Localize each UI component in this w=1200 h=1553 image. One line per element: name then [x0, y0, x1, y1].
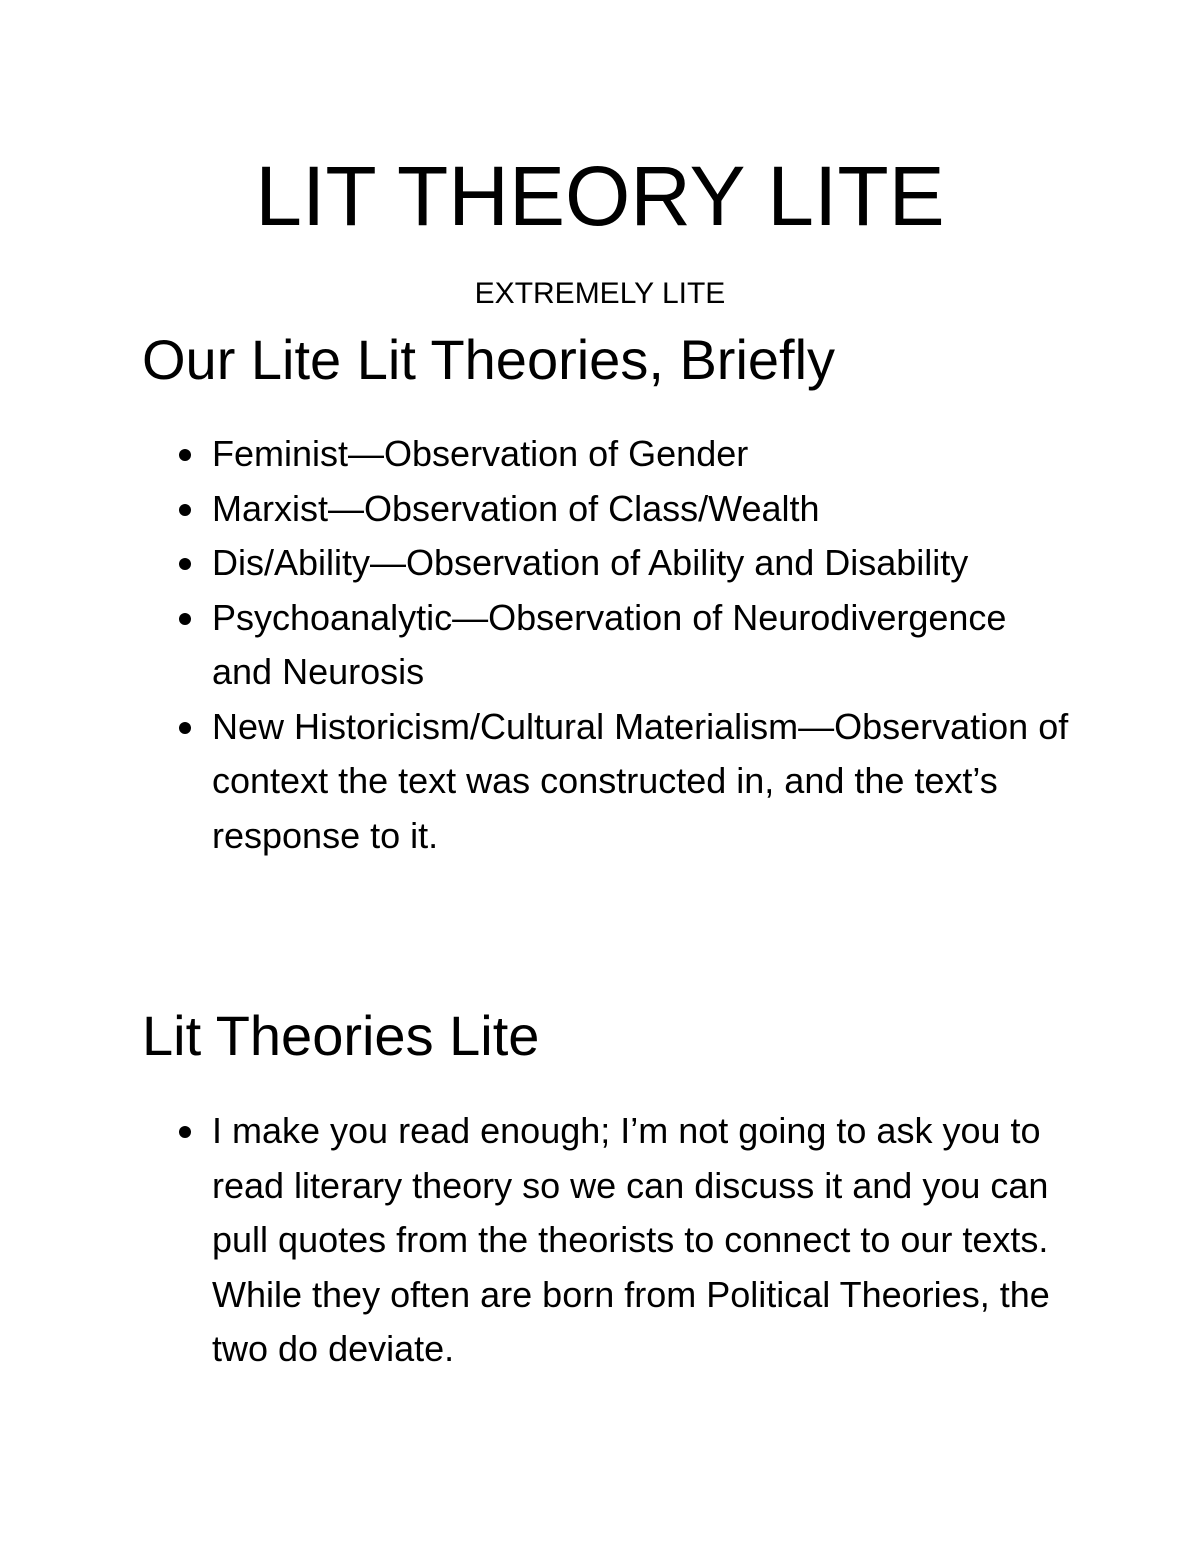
- bullet-icon: [179, 722, 191, 734]
- list-item-text: Psychoanalytic—Observation of Neurodivergence and Neurosis: [212, 596, 1007, 692]
- list-item: [212, 591, 1072, 700]
- list-item: [212, 1104, 1072, 1377]
- bullet-icon: [179, 504, 191, 516]
- list-item-text: Dis/Ability—Observation of Ability and Disability: [212, 542, 969, 583]
- document-title: LIT THEORY LITE: [255, 149, 945, 243]
- section-heading-theories-briefly: Our Lite Lit Theories, Briefly: [142, 328, 836, 391]
- list-item-text: I make you read enough; I’m not going to ask you to read literary theory so we can discuss it and you can pull quotes from the theorists to connect to our texts. While they often are born from Political Theories, the two do deviate.: [212, 1110, 1050, 1369]
- list-item-text: Feminist—Observation of Gender: [212, 433, 749, 474]
- bullet-icon: [179, 449, 191, 461]
- list-item: [212, 536, 1072, 591]
- list-item: [212, 700, 1072, 864]
- bullet-icon: [179, 558, 191, 570]
- bullet-icon: [179, 613, 191, 625]
- list-item: [212, 482, 1072, 537]
- theories-bullet-list: [212, 427, 1072, 863]
- list-item-text: New Historicism/Cultural Materialism—Observation of context the text was constructed in, and the text’s response to it.: [212, 705, 1069, 856]
- section-heading-theories-lite: Lit Theories Lite: [142, 1004, 540, 1067]
- list-item-text: Marxist—Observation of Class/Wealth: [212, 487, 820, 529]
- document-subtitle: EXTREMELY LITE: [474, 277, 726, 310]
- list-item: [212, 427, 1072, 482]
- lite-bullet-list: [212, 1104, 1072, 1377]
- bullet-icon: [179, 1126, 191, 1138]
